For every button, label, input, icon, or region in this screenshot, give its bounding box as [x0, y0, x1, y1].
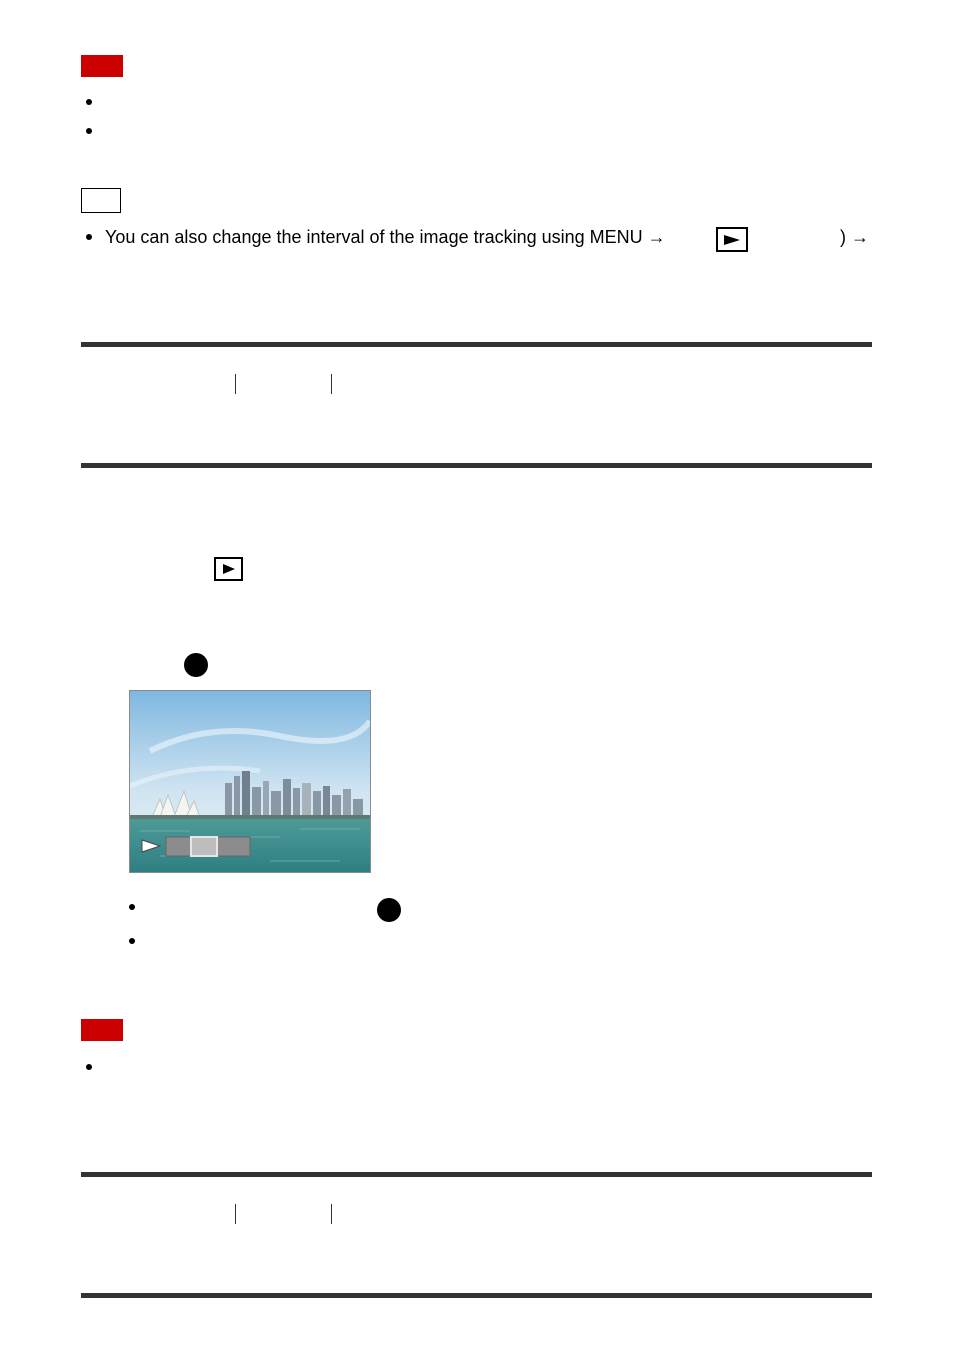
panorama-illustration: [129, 690, 371, 873]
note-tag: [81, 55, 123, 77]
breadcrumb-separator: [235, 374, 236, 394]
section-rule: [81, 1293, 872, 1298]
section-rule: [81, 342, 872, 347]
section-rule: [81, 1172, 872, 1177]
paren-close: ): [840, 227, 846, 247]
breadcrumb-separator: [331, 1204, 332, 1224]
playback-icon: [716, 227, 748, 252]
bullet: [86, 1064, 92, 1070]
hint-tag: [81, 188, 121, 213]
hint-text: [105, 226, 666, 248]
playback-icon: [214, 557, 243, 581]
callout-number-icon: [184, 653, 208, 677]
bullet: [129, 938, 135, 944]
hint-tail: [840, 226, 869, 248]
bullet: [86, 234, 92, 240]
bullet: [129, 904, 135, 910]
hint-sentence: You can also change the interval of the image tracking using MENU: [105, 227, 643, 247]
section-rule: [81, 463, 872, 468]
breadcrumb-separator: [235, 1204, 236, 1224]
arrow: →: [647, 227, 666, 247]
breadcrumb-separator: [331, 374, 332, 394]
arrow: →: [851, 227, 870, 247]
callout-number-icon: [377, 898, 401, 922]
bullet: [86, 99, 92, 105]
note-tag: [81, 1019, 123, 1041]
bullet: [86, 128, 92, 134]
